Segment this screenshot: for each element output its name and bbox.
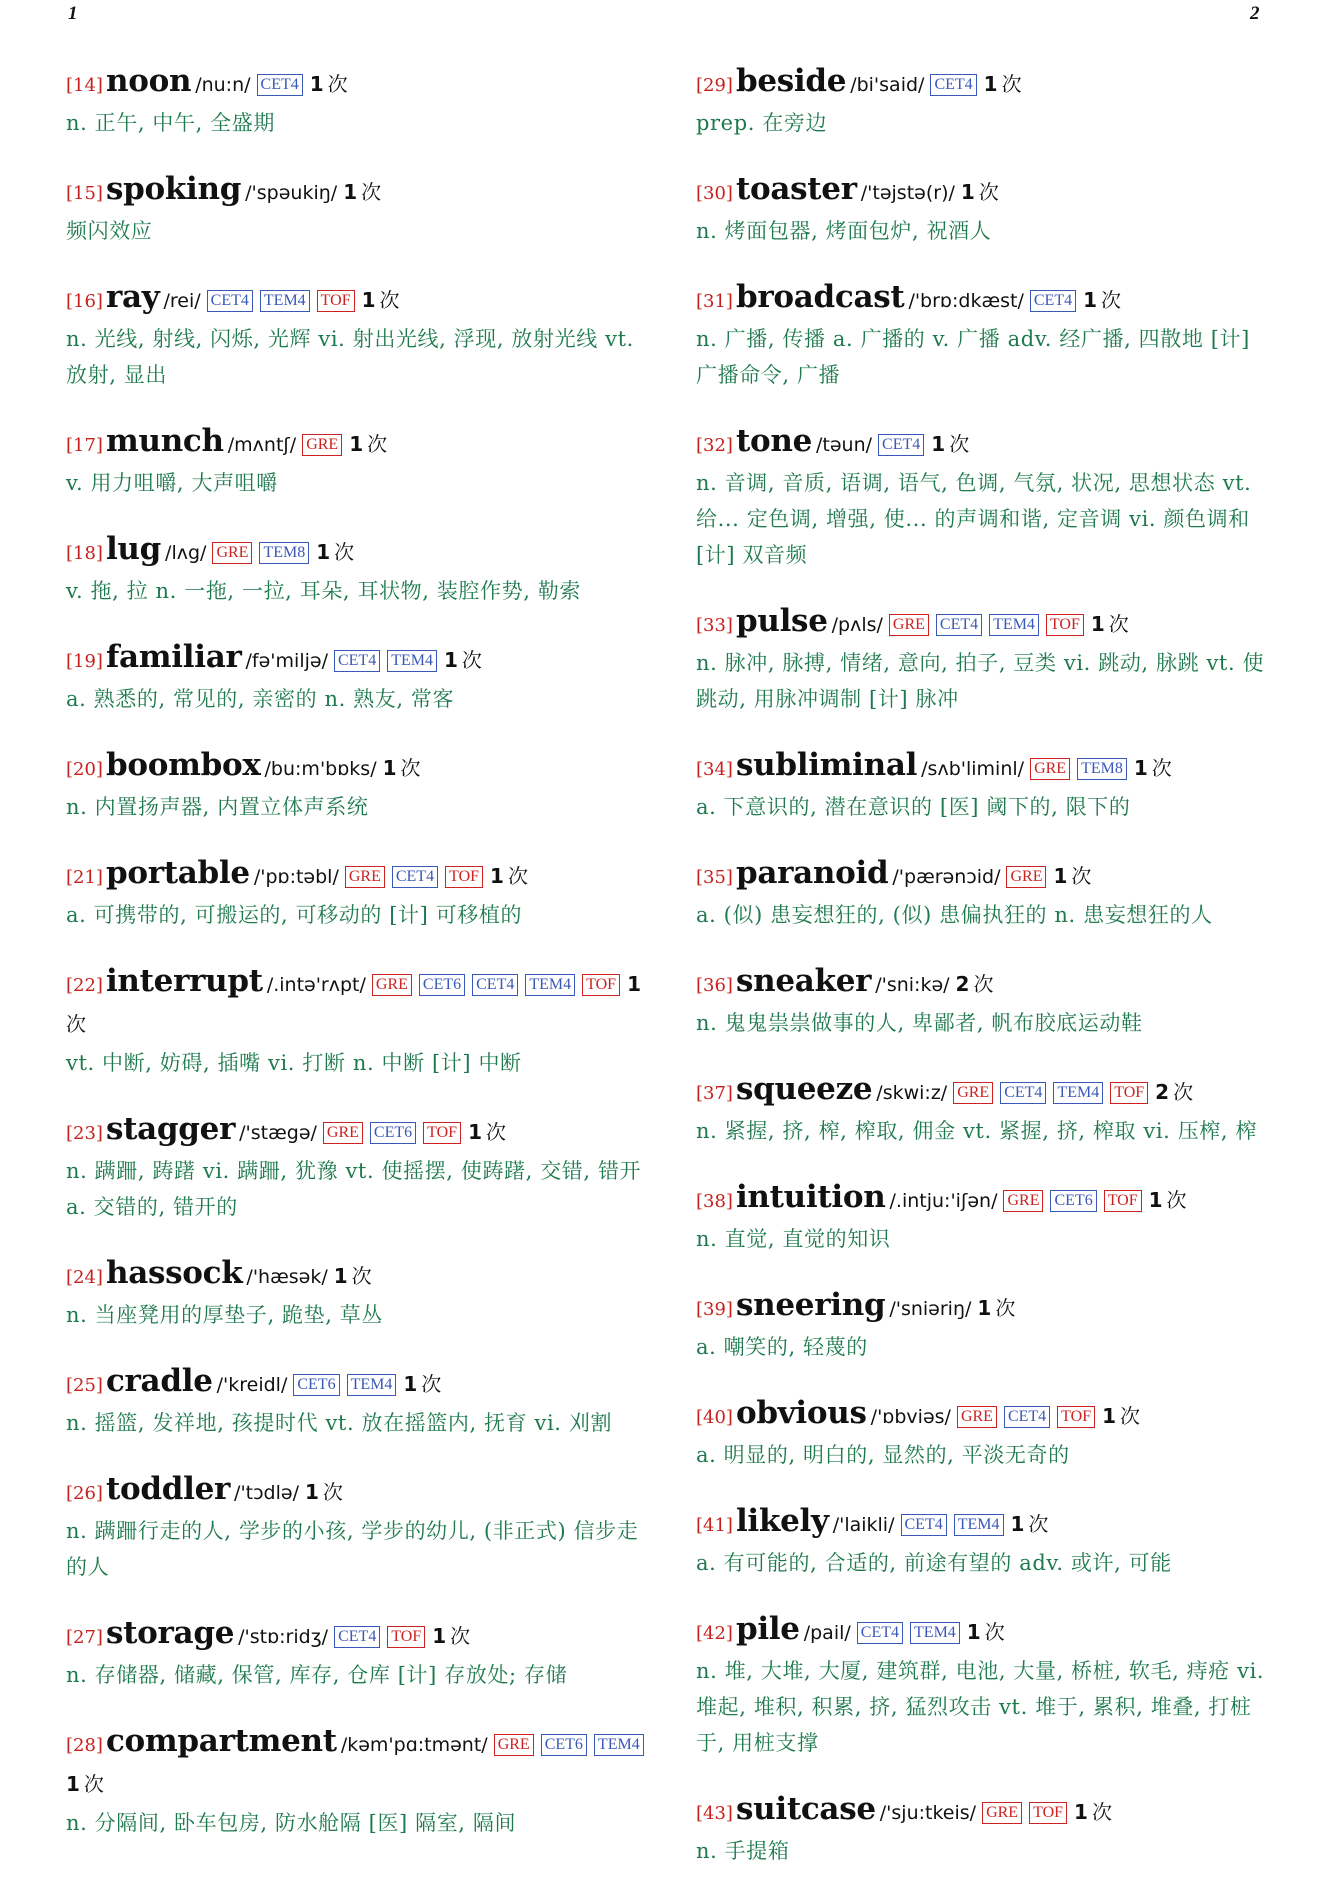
- entry-word: toaster: [735, 171, 857, 207]
- entry-word: lug: [105, 531, 162, 567]
- entry-word: squeeze: [735, 1071, 873, 1107]
- entry-index: [24]: [66, 1267, 103, 1288]
- exam-tag: TEM8: [259, 542, 309, 564]
- entry-word: subliminal: [735, 747, 918, 783]
- exam-tag: TOF: [1057, 1406, 1095, 1428]
- entry-definition: a. 有可能的, 合适的, 前途有望的 adv. 或许, 可能: [696, 1551, 1172, 1575]
- entry-headline: [66, 638, 654, 681]
- exam-tag: CET4: [878, 434, 924, 456]
- entry-word: boombox: [105, 747, 261, 783]
- entry-headline: [66, 530, 654, 573]
- vocab-entry: [66, 1722, 654, 1841]
- entry-definition: n. 分隔间, 卧车包房, 防水舱隔 [医] 隔室, 隔间: [66, 1811, 517, 1835]
- vocab-entry: [696, 1394, 1274, 1473]
- exam-tag: GRE: [345, 866, 385, 888]
- entry-phonetic: /'laikli/: [832, 1514, 895, 1536]
- exam-tag: TEM4: [989, 614, 1039, 636]
- vocab-entry: [66, 638, 654, 717]
- entry-definition: n. 紧握, 挤, 榨, 榨取, 佣金 vt. 紧握, 挤, 榨取 vi. 压榨, 榨: [696, 1119, 1258, 1143]
- entry-definition: n. 直觉, 直觉的知识: [696, 1227, 891, 1251]
- entry-phonetic: /'spəukiŋ/: [245, 182, 338, 204]
- entry-headline: [66, 170, 654, 213]
- exam-tag: TEM4: [387, 650, 437, 672]
- entry-definition: n. 手提箱: [696, 1839, 790, 1863]
- entry-headline: [66, 962, 654, 1045]
- exam-tag: CET4: [936, 614, 982, 636]
- entry-headline: [696, 1790, 1274, 1833]
- page-number-right: 2: [1250, 3, 1260, 24]
- entry-headline: [66, 278, 654, 321]
- entry-index: [41]: [696, 1515, 733, 1536]
- entry-word: sneering: [735, 1287, 886, 1323]
- vocab-entry: [696, 854, 1274, 933]
- entry-definition: 频闪效应: [66, 219, 153, 243]
- entry-headline: [66, 422, 654, 465]
- exam-tag: TOF: [317, 290, 355, 312]
- entry-count: 1 次: [333, 1264, 372, 1288]
- entry-count: 1 次: [343, 180, 382, 204]
- entry-word: suitcase: [735, 1791, 876, 1827]
- entry-count: 1 次: [1133, 756, 1172, 780]
- entry-word: spoking: [105, 171, 242, 207]
- entry-word: compartment: [105, 1723, 337, 1759]
- entry-phonetic: /.intju:'iʃən/: [889, 1190, 998, 1212]
- page-number-left: 1: [68, 3, 78, 24]
- entry-count: 1 次: [1010, 1512, 1049, 1536]
- entry-index: [28]: [66, 1735, 103, 1756]
- vocab-entry: [696, 1178, 1274, 1257]
- entry-index: [16]: [66, 291, 103, 312]
- vocab-entry: [66, 1254, 654, 1333]
- entry-index: [37]: [696, 1083, 733, 1104]
- entry-count: 2 次: [955, 972, 994, 996]
- entry-definition: v. 拖, 拉 n. 一拖, 一拉, 耳朵, 耳状物, 装腔作势, 勒索: [66, 579, 581, 603]
- entry-word: cradle: [105, 1363, 213, 1399]
- exam-tag: GRE: [1003, 1190, 1043, 1212]
- entry-phonetic: /.intə'rʌpt/: [266, 974, 366, 996]
- entry-word: storage: [105, 1615, 235, 1651]
- exam-tag: TOF: [423, 1122, 461, 1144]
- exam-tag: TEM4: [1053, 1082, 1103, 1104]
- entry-word: broadcast: [735, 279, 905, 315]
- entry-index: [14]: [66, 75, 103, 96]
- exam-tag: CET6: [370, 1122, 416, 1144]
- entry-count: 1 次: [1102, 1404, 1141, 1428]
- entry-phonetic: /pʌls/: [831, 614, 883, 636]
- entry-index: [31]: [696, 291, 733, 312]
- entry-definition: n. 鬼鬼祟祟做事的人, 卑鄙者, 帆布胶底运动鞋: [696, 1011, 1143, 1035]
- entry-count: 1 次: [361, 288, 400, 312]
- entry-index: [38]: [696, 1191, 733, 1212]
- vocab-entry: [66, 1110, 654, 1225]
- vocab-entry: [696, 1070, 1274, 1149]
- entry-phonetic: /kəm'pɑ:tmənt/: [340, 1734, 488, 1756]
- entry-count: 1 次: [1148, 1188, 1187, 1212]
- exam-tag: TEM4: [594, 1734, 644, 1756]
- vocab-entry: [66, 62, 654, 141]
- entry-index: [25]: [66, 1375, 103, 1396]
- vocab-entry: [696, 602, 1274, 717]
- entry-word: pile: [735, 1611, 800, 1647]
- entry-word: munch: [105, 423, 224, 459]
- exam-tag: CET4: [392, 866, 438, 888]
- exam-tag: GRE: [1030, 758, 1070, 780]
- entry-headline: [696, 1502, 1274, 1545]
- exam-tag: TOF: [582, 974, 620, 996]
- entry-phonetic: /sʌb'liminl/: [921, 758, 1025, 780]
- exam-tag: TOF: [1029, 1802, 1067, 1824]
- entry-headline: [66, 1722, 654, 1805]
- exam-tag: GRE: [212, 542, 252, 564]
- entry-word: portable: [105, 855, 250, 891]
- entry-index: [27]: [66, 1627, 103, 1648]
- entry-word: hassock: [105, 1255, 243, 1291]
- vocab-entry: [66, 1470, 654, 1585]
- exam-tag: CET6: [541, 1734, 587, 1756]
- exam-tag: GRE: [494, 1734, 534, 1756]
- entry-headline: [66, 1110, 654, 1153]
- entry-phonetic: /lʌg/: [165, 542, 207, 564]
- entry-definition: n. 内置扬声器, 内置立体声系统: [66, 795, 369, 819]
- entry-phonetic: /bu:m'bɒks/: [264, 758, 377, 780]
- exam-tag: CET4: [334, 650, 380, 672]
- exam-tag: GRE: [982, 1802, 1022, 1824]
- vocab-entry: [696, 962, 1274, 1041]
- entry-definition: n. 存储器, 储藏, 保管, 库存, 仓库 [计] 存放处; 存储: [66, 1663, 568, 1687]
- entry-count: 1 次: [1090, 612, 1129, 636]
- entry-definition: n. 音调, 音质, 语调, 语气, 色调, 气氛, 状况, 思想状态 vt. 给... 定色调, 增强, 使... 的声调和谐, 定音调 vi. 颜色调和 [计] 双音频: [696, 471, 1252, 567]
- entry-definition: vt. 中断, 妨碍, 插嘴 vi. 打断 n. 中断 [计] 中断: [66, 1051, 522, 1075]
- exam-tag: GRE: [302, 434, 342, 456]
- entry-index: [35]: [696, 867, 733, 888]
- exam-tag: CET4: [1004, 1406, 1050, 1428]
- entry-index: [30]: [696, 183, 733, 204]
- entry-phonetic: /'pærənɔid/: [892, 866, 1001, 888]
- entry-headline: [696, 170, 1274, 213]
- entry-index: [39]: [696, 1299, 733, 1320]
- vocab-entry: [696, 746, 1274, 825]
- entry-phonetic: /'tɔdlə/: [234, 1482, 299, 1504]
- exam-tag: CET4: [901, 1514, 947, 1536]
- entry-phonetic: /'təjstə(r)/: [860, 182, 955, 204]
- entry-index: [17]: [66, 435, 103, 456]
- vocab-entry: [66, 746, 654, 825]
- entry-headline: [696, 1178, 1274, 1221]
- entry-word: paranoid: [735, 855, 889, 891]
- exam-tag: CET4: [334, 1626, 380, 1648]
- entry-definition: n. 堆, 大堆, 大厦, 建筑群, 电池, 大量, 桥桩, 软毛, 痔疮 vi. 堆起, 堆积, 积累, 挤, 猛烈攻击 vt. 堆于, 累积, 堆叠, 打桩于, 用桩支撑: [696, 1659, 1265, 1755]
- entry-headline: [66, 1254, 654, 1297]
- entry-count: 1次: [66, 972, 641, 1036]
- entry-definition: n. 脉冲, 脉搏, 情绪, 意向, 拍子, 豆类 vi. 跳动, 脉跳 vt. 使跳动, 用脉冲调制 [计] 脉冲: [696, 651, 1265, 711]
- entry-phonetic: /təun/: [816, 434, 873, 456]
- entry-definition: prep. 在旁边: [696, 111, 828, 135]
- exam-tag: TEM4: [954, 1514, 1004, 1536]
- exam-tag: CET4: [1030, 290, 1076, 312]
- entry-definition: n. 蹒跚, 踌躇 vi. 蹒跚, 犹豫 vt. 使摇摆, 使踌躇, 交错, 错开 a. 交错的, 错开的: [66, 1159, 642, 1219]
- entry-count: 2 次: [1155, 1080, 1194, 1104]
- exam-tag: TEM8: [1077, 758, 1127, 780]
- exam-tag: GRE: [957, 1406, 997, 1428]
- entry-phonetic: /bi'said/: [850, 74, 925, 96]
- entry-definition: a. 可携带的, 可搬运的, 可移动的 [计] 可移植的: [66, 903, 523, 927]
- entry-definition: a. 明显的, 明白的, 显然的, 平淡无奇的: [696, 1443, 1070, 1467]
- entry-definition: n. 正午, 中午, 全盛期: [66, 111, 275, 135]
- exam-tag: CET4: [930, 74, 976, 96]
- entry-headline: [66, 746, 654, 789]
- entry-word: toddler: [105, 1471, 231, 1507]
- exam-tag: GRE: [323, 1122, 363, 1144]
- entry-count: 1 次: [966, 1620, 1005, 1644]
- entry-phonetic: /'ɒbviəs/: [870, 1406, 951, 1428]
- exam-tag: CET6: [419, 974, 465, 996]
- entry-index: [32]: [696, 435, 733, 456]
- exam-tag: CET4: [257, 74, 303, 96]
- right-column: [696, 62, 1274, 1898]
- exam-tag: TOF: [1110, 1082, 1148, 1104]
- entry-word: interrupt: [105, 963, 263, 999]
- exam-tag: TOF: [445, 866, 483, 888]
- entry-word: tone: [735, 423, 813, 459]
- entry-count: 1 次: [443, 648, 482, 672]
- entry-definition: n. 摇篮, 发祥地, 孩提时代 vt. 放在摇篮内, 抚育 vi. 刈割: [66, 1411, 613, 1435]
- exam-tag: CET4: [1000, 1082, 1046, 1104]
- entry-definition: n. 当座凳用的厚垫子, 跪垫, 草丛: [66, 1303, 383, 1327]
- entry-headline: [696, 62, 1274, 105]
- entry-headline: [696, 602, 1274, 645]
- entry-definition: a. 熟悉的, 常见的, 亲密的 n. 熟友, 常客: [66, 687, 455, 711]
- entry-index: [21]: [66, 867, 103, 888]
- entry-word: ray: [105, 279, 160, 315]
- entry-index: [33]: [696, 615, 733, 636]
- entry-phonetic: /'kreidl/: [216, 1374, 288, 1396]
- entry-word: likely: [735, 1503, 829, 1539]
- entry-headline: [696, 278, 1274, 321]
- entry-headline: [66, 1470, 654, 1513]
- entry-phonetic: /nu:n/: [195, 74, 251, 96]
- entry-headline: [696, 1070, 1274, 1113]
- entry-phonetic: /'pɒ:təbl/: [253, 866, 339, 888]
- entry-index: [20]: [66, 759, 103, 780]
- vocab-entry: [66, 278, 654, 393]
- entry-definition: a. (似) 患妄想狂的, (似) 患偏执狂的 n. 患妄想狂的人: [696, 903, 1213, 927]
- entry-index: [43]: [696, 1803, 733, 1824]
- entry-phonetic: /'hæsək/: [246, 1266, 328, 1288]
- exam-tag: GRE: [372, 974, 412, 996]
- entry-headline: [66, 1362, 654, 1405]
- entry-count: 1 次: [316, 540, 355, 564]
- entry-phonetic: /mʌntʃ/: [227, 434, 297, 456]
- entry-count: 1 次: [309, 72, 348, 96]
- entry-word: obvious: [735, 1395, 867, 1431]
- entry-count: 1 次: [432, 1624, 471, 1648]
- exam-tag: TEM4: [525, 974, 575, 996]
- entry-word: beside: [735, 63, 847, 99]
- entry-phonetic: /fə'miljə/: [245, 650, 328, 672]
- entry-definition: n. 广播, 传播 a. 广播的 v. 广播 adv. 经广播, 四散地 [计] 广播命令, 广播: [696, 327, 1250, 387]
- entry-phonetic: /pail/: [803, 1622, 851, 1644]
- entry-count: 1 次: [1074, 1800, 1112, 1824]
- entry-index: [26]: [66, 1483, 103, 1504]
- vocab-entry: [696, 278, 1274, 393]
- vocab-entry: [696, 422, 1274, 573]
- exam-tag: TEM4: [347, 1374, 397, 1396]
- entry-index: [15]: [66, 183, 103, 204]
- vocab-entry: [66, 1614, 654, 1693]
- vocab-entry: [66, 422, 654, 501]
- entry-word: stagger: [105, 1111, 236, 1147]
- exam-tag: GRE: [889, 614, 929, 636]
- vocab-entry: [696, 170, 1274, 249]
- entry-count: 1 次: [983, 72, 1022, 96]
- entry-index: [42]: [696, 1623, 733, 1644]
- entry-definition: a. 嘲笑的, 轻蔑的: [696, 1335, 868, 1359]
- entry-index: [29]: [696, 75, 733, 96]
- vocab-entry: [66, 962, 654, 1081]
- entry-count: 1 次: [403, 1372, 442, 1396]
- entry-count: 1 次: [1053, 864, 1092, 888]
- entry-word: noon: [105, 63, 192, 99]
- entry-index: [22]: [66, 975, 103, 996]
- exam-tag: TEM4: [260, 290, 310, 312]
- entry-headline: [66, 854, 654, 897]
- entry-word: intuition: [735, 1179, 886, 1215]
- exam-tag: TOF: [1104, 1190, 1142, 1212]
- entry-phonetic: /'stɒ:ridʒ/: [238, 1626, 329, 1648]
- entry-count: 1 次: [977, 1296, 1016, 1320]
- entry-index: [36]: [696, 975, 733, 996]
- exam-tag: CET4: [472, 974, 518, 996]
- vocab-entry: [66, 170, 654, 249]
- entry-index: [34]: [696, 759, 733, 780]
- exam-tag: GRE: [1006, 866, 1046, 888]
- entry-headline: [696, 854, 1274, 897]
- entry-count: 1 次: [349, 432, 388, 456]
- entry-definition: n. 烤面包器, 烤面包炉, 祝酒人: [696, 219, 992, 243]
- entry-headline: [696, 1286, 1274, 1329]
- entry-count: 1 次: [305, 1480, 343, 1504]
- entry-count: 1 次: [490, 864, 528, 888]
- entry-definition: n. 蹒跚行走的人, 学步的小孩, 学步的幼儿, (非正式) 信步走的人: [66, 1519, 639, 1579]
- exam-tag: CET6: [1050, 1190, 1096, 1212]
- exam-tag: GRE: [953, 1082, 993, 1104]
- entry-count: 1 次: [931, 432, 970, 456]
- vocab-entry: [66, 530, 654, 609]
- entry-count: 1 次: [1083, 288, 1122, 312]
- entry-count: 1 次: [468, 1120, 506, 1144]
- vocab-entry: [66, 1362, 654, 1441]
- vocab-entry: [696, 1286, 1274, 1365]
- entry-definition: n. 光线, 射线, 闪烁, 光辉 vi. 射出光线, 浮现, 放射光线 vt. 放射, 显出: [66, 327, 634, 387]
- entry-headline: [696, 1394, 1274, 1437]
- exam-tag: TOF: [387, 1626, 425, 1648]
- entry-index: [18]: [66, 543, 103, 564]
- entry-headline: [66, 1614, 654, 1657]
- vocab-entry: [696, 1610, 1274, 1761]
- entry-phonetic: /'stægə/: [239, 1122, 317, 1144]
- left-column: [66, 62, 654, 1870]
- entry-count: 1 次: [960, 180, 999, 204]
- entry-headline: [696, 422, 1274, 465]
- exam-tag: CET6: [293, 1374, 339, 1396]
- entry-headline: [696, 962, 1274, 1005]
- entry-word: sneaker: [735, 963, 872, 999]
- vocab-entry: [696, 1790, 1274, 1869]
- vocab-entry: [66, 854, 654, 933]
- vocab-entry: [696, 1502, 1274, 1581]
- entry-count: 1 次: [382, 756, 421, 780]
- entry-word: familiar: [105, 639, 242, 675]
- exam-tag: TEM4: [910, 1622, 960, 1644]
- vocab-entry: [696, 62, 1274, 141]
- entry-index: [23]: [66, 1123, 103, 1144]
- exam-tag: CET4: [857, 1622, 903, 1644]
- entry-definition: a. 下意识的, 潜在意识的 [医] 阈下的, 限下的: [696, 795, 1131, 819]
- entry-headline: [66, 62, 654, 105]
- entry-phonetic: /'brɒ:dkæst/: [908, 290, 1024, 312]
- entry-phonetic: /'sni:kə/: [875, 974, 950, 996]
- exam-tag: CET4: [207, 290, 253, 312]
- entry-index: [19]: [66, 651, 103, 672]
- entry-headline: [696, 746, 1274, 789]
- entry-phonetic: /'sju:tkeis/: [879, 1802, 977, 1824]
- entry-phonetic: /'sniəriŋ/: [889, 1298, 972, 1320]
- entry-phonetic: /skwi:z/: [876, 1082, 948, 1104]
- entry-definition: v. 用力咀嚼, 大声咀嚼: [66, 471, 278, 495]
- entry-index: [40]: [696, 1407, 733, 1428]
- entry-phonetic: /rei/: [163, 290, 201, 312]
- entry-word: pulse: [735, 603, 828, 639]
- exam-tag: TOF: [1046, 614, 1084, 636]
- entry-count: 1 次: [66, 1772, 104, 1796]
- entry-headline: [696, 1610, 1274, 1653]
